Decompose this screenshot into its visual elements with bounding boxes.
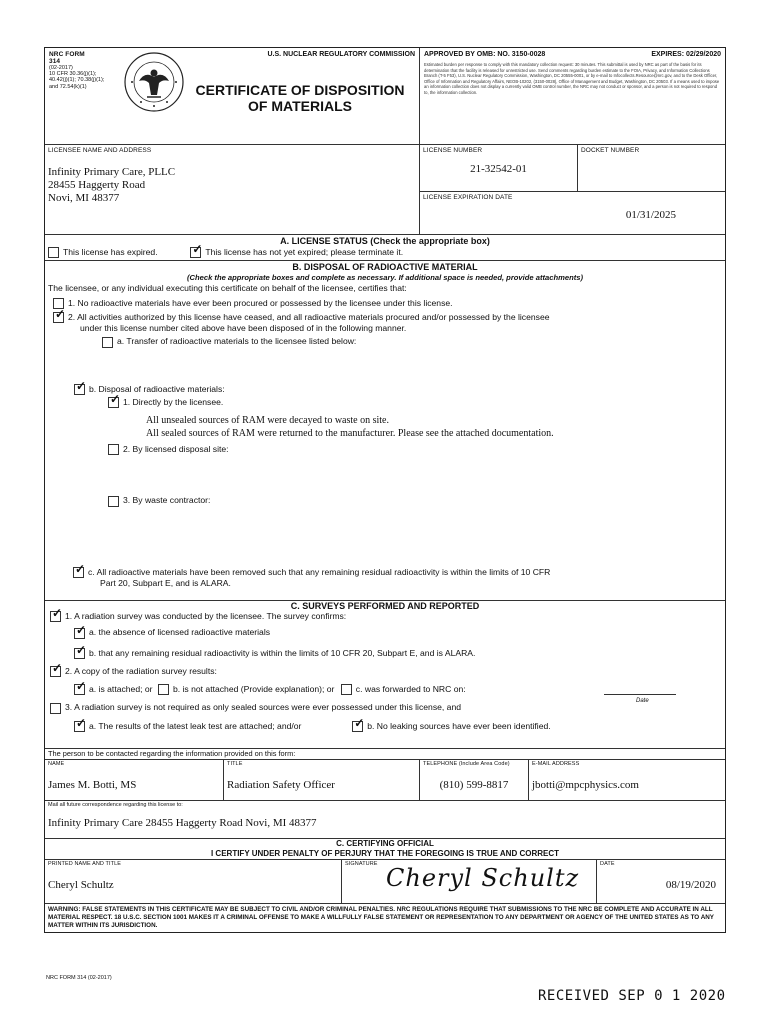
contact-title-field (224, 760, 420, 800)
survey-residual-label: b. that any remaining residual radioactivity is within the limits of 10 CFR 20, Subpart E, and is ALARA. (89, 647, 476, 658)
contact-email-label: E-MAIL ADDRESS (532, 761, 580, 768)
license-expiration-date[interactable]: 01/31/2025 (625, 209, 676, 221)
forwarded-date-label: Date (636, 698, 649, 705)
section-b (45, 261, 725, 601)
checkbox-no-leaking-sources[interactable] (352, 721, 363, 732)
checkbox-leak-test-attached[interactable] (74, 721, 85, 732)
expiration-label: LICENSE EXPIRATION DATE (423, 194, 513, 201)
checkbox-licensed-disposal-site[interactable] (108, 444, 119, 455)
section-b-waste-contractor: 3. By waste contractor: (123, 495, 211, 506)
no-leaking-label: b. No leaking sources have ever been identified. (367, 720, 551, 731)
form-title-line1: CERTIFICATE OF DISPOSITION (195, 82, 405, 98)
survey-not-required-label: 3. A radiation survey is not required as only sealed sources were ever possessed under this license, and (65, 702, 462, 713)
licensee-street[interactable]: 28455 Haggerty Road (48, 179, 146, 191)
printed-name-label: PRINTED NAME AND TITLE (48, 861, 121, 868)
section-a (45, 235, 725, 261)
licensee-name-address (45, 145, 420, 234)
cfr-refs: 10 CFR 30.36(j)(1); 40.42(j)(1); 70.38(j)(1); and 72.54(k)(1) (49, 71, 105, 90)
section-b-disposal-site: 2. By licensed disposal site: (123, 444, 229, 455)
docket-number-field (578, 145, 725, 191)
disposal-note-unsealed[interactable]: All unsealed sources of RAM were decayed to waste on site. (146, 415, 389, 427)
certifying-title: C. CERTIFYING OFFICIAL (336, 839, 434, 849)
section-b-removed-line2: Part 20, Subpart E, and is ALARA. (100, 578, 231, 589)
received-stamp: RECEIVED SEP 0 1 2020 (538, 988, 726, 1004)
nrc-form-314 (44, 47, 726, 933)
contact-email-field (529, 760, 725, 800)
mail-address[interactable]: Infinity Primary Care 28455 Haggerty Road Novi, MI 48377 (48, 817, 317, 830)
printed-name-field (45, 860, 342, 903)
checkbox-disposal[interactable] (74, 384, 85, 395)
certifying-heading (45, 839, 725, 860)
licensee-label: LICENSEE NAME AND ADDRESS (48, 147, 152, 154)
survey-conducted-label: 1. A radiation survey was conducted by the licensee. The survey confirms: (65, 611, 347, 622)
signature-field (342, 860, 597, 903)
mail-label: Mail all future correspondence regarding this license to: (48, 802, 183, 809)
section-b-item2a: 2. All activities authorized by this license have ceased, and all radioactive materials procured and/or possessed by the licensee (68, 312, 550, 323)
certifying-statement: I CERTIFY UNDER PENALTY OF PERJURY THAT THE FOREGOING IS TRUE AND CORRECT (210, 849, 560, 859)
checkbox-waste-contractor[interactable] (108, 496, 119, 507)
footer-form-id: NRC FORM 314 (02-2017) (46, 975, 112, 981)
checkbox-license-not-expired[interactable] (190, 247, 201, 258)
section-b-instruction: (Check the appropriate boxes and complete as necessary. If additional space is needed, provide attachments) (187, 273, 583, 283)
checkbox-survey-conducted[interactable] (50, 611, 61, 622)
survey-forwarded-label: c. was forwarded to NRC on: (355, 684, 466, 695)
checkbox-survey-forwarded[interactable] (341, 684, 352, 695)
checkbox-license-expired[interactable] (48, 247, 59, 258)
survey-absence-label: a. the absence of licensed radioactive materials (89, 627, 271, 638)
forwarded-date-line[interactable] (604, 694, 676, 695)
checkbox-survey-not-required[interactable] (50, 703, 61, 714)
checkbox-survey-copy[interactable] (50, 666, 61, 677)
header-left (45, 48, 420, 144)
docket-label: DOCKET NUMBER (581, 147, 640, 154)
licensee-name[interactable]: Infinity Primary Care, PLLC (48, 166, 176, 178)
omb-number: APPROVED BY OMB: NO. 3150-0028 (424, 51, 546, 58)
survey-attached-label: a. is attached; or (89, 684, 153, 695)
contact-phone[interactable]: (810) 599-8817 (439, 779, 509, 792)
section-b-removed-line1: c. All radioactive materials have been removed such that any remaining residual radioactivity is within the limits of 10 CFR (88, 567, 551, 578)
agency-name: U.S. NUCLEAR REGULATORY COMMISSION (267, 51, 415, 58)
signature-label: SIGNATURE (345, 861, 378, 868)
contact-name-label: NAME (48, 761, 65, 768)
section-c-title: C. SURVEYS PERFORMED AND REPORTED (290, 601, 480, 612)
contact-phone-field (420, 760, 529, 800)
survey-not-attached-label: b. is not attached (Provide explanation); or (172, 684, 335, 695)
form-id: NRC FORM 314 (49, 51, 85, 65)
cert-date-label: DATE (600, 861, 615, 868)
contact-name-field (45, 760, 224, 800)
license-number[interactable]: 21-32542-01 (470, 163, 527, 175)
section-b-title: B. DISPOSAL OF RADIOACTIVE MATERIAL (292, 262, 478, 273)
section-b-certifies: The licensee, or any individual executing this certificate on behalf of the licensee, certifies that: (48, 283, 407, 294)
checkbox-directly-by-licensee[interactable] (108, 397, 119, 408)
cert-date-field (597, 860, 725, 903)
section-b-item2b: under this license number cited above have been disposed of in the following manner. (80, 323, 407, 334)
license-info (420, 145, 725, 234)
section-b-directly: 1. Directly by the licensee. (123, 396, 224, 407)
form-date: (02-2017) (49, 65, 73, 71)
mail-correspondence-field (45, 801, 725, 839)
contact-title[interactable]: Radiation Safety Officer (227, 779, 335, 792)
expiration-notice: EXPIRES: 02/29/2020 (651, 51, 721, 58)
licensee-section (45, 145, 725, 235)
checkbox-transfer[interactable] (102, 337, 113, 348)
disposal-note-sealed[interactable]: All sealed sources of RAM were returned to the manufacturer. Please see the attached documentation. (146, 428, 554, 440)
license-number-label: LICENSE NUMBER (423, 147, 483, 154)
checkbox-survey-not-attached[interactable] (158, 684, 169, 695)
checkbox-absence-materials[interactable] (74, 628, 85, 639)
section-b-item1: 1. No radioactive materials have ever been procured or possessed by the licensee under this license. (68, 298, 453, 309)
section-b-disposal: b. Disposal of radioactive materials: (89, 383, 225, 394)
header-right (420, 48, 725, 144)
section-b-transfer: a. Transfer of radioactive materials to the licensee listed below: (117, 336, 357, 347)
warning-text: WARNING: FALSE STATEMENTS IN THIS CERTIFICATE MAY BE SUBJECT TO CIVIL AND/OR CRIMINAL PENALTIES. NRC REGULATIONS REQUIRE THAT SUBMISSIONS TO THE NRC BE COMPLETE AND ACCURATE IN ALL MATERIAL RESPECT. 18 U.S.C. SECTION 1001 MAKES IT A CRIMINAL OFFENSE TO MAKE A WILLFULLY FALSE STATEMENT OR REPRESENTATION TO ANY DEPARTMENT OR AGENCY OF THE UNITED STATES AS TO ANY MATTER WITHIN ITS JURISDICTION. (48, 906, 714, 930)
section-a-title: A. LICENSE STATUS (Check the appropriate box) (280, 236, 490, 246)
license-number-field (420, 145, 578, 191)
nrc-seal-icon (123, 51, 185, 118)
cert-date[interactable]: 08/19/2020 (665, 879, 716, 892)
form-header (45, 48, 725, 145)
contact-phone-label: TELEPHONE (Include Area Code) (423, 761, 510, 768)
checkbox-activities-ceased[interactable] (53, 312, 64, 323)
form-title (185, 82, 415, 114)
leak-test-label: a. The results of the latest leak test are attached; and/or (89, 720, 302, 731)
contact-heading: The person to be contacted regarding the information provided on this form: (48, 749, 296, 759)
form-title-line2: OF MATERIALS (248, 98, 352, 114)
survey-copy-label: 2. A copy of the radiation survey results: (65, 665, 217, 676)
section-c-surveys (45, 601, 725, 749)
contact-name[interactable]: James M. Botti, MS (48, 779, 137, 792)
contact-heading-row (45, 749, 725, 760)
checkbox-materials-removed[interactable] (73, 567, 84, 578)
contact-title-label: TITLE (227, 761, 243, 768)
contact-row (45, 760, 725, 801)
license-expired-label: This license has expired. (63, 247, 158, 257)
licensee-city[interactable]: Novi, MI 48377 (48, 192, 120, 204)
printed-name[interactable]: Cheryl Schultz (48, 879, 114, 892)
checkbox-residual-within-limits[interactable] (74, 648, 85, 659)
checkbox-survey-attached[interactable] (74, 684, 85, 695)
burden-statement: Estimated burden per response to comply with this mandatory collection request: 30 minutes. This submittal is used by NRC as part of the basis for its determination that the facility is released for unrestricted use. Send comments regarding burden estimate to the FOIA, Privacy, and Information Collections Branch (T-5 F53), U.S. Nuclear Regulatory Commission, Washington, DC 20555-0001, or by e-mail to Infocollects.Resource@nrc.gov, and to the Desk Officer, Office of Information and Regulatory Affairs, NEOB-10202, (3150-0028), Office of Management and Budget, Washington, DC 20503. If a means used to impose an information collection does not display a currently valid OMB control number, the NRC may not conduct or sponsor, and a person is not required to respond to, the information collection. (424, 62, 720, 95)
contact-email[interactable]: jbotti@mpcphysics.com (532, 779, 639, 792)
license-expiration-field (420, 192, 725, 236)
signature[interactable]: Cheryl Schultz (386, 864, 580, 893)
license-not-expired-label: This license has not yet expired; please terminate it. (205, 247, 404, 257)
certifying-row (45, 860, 725, 904)
